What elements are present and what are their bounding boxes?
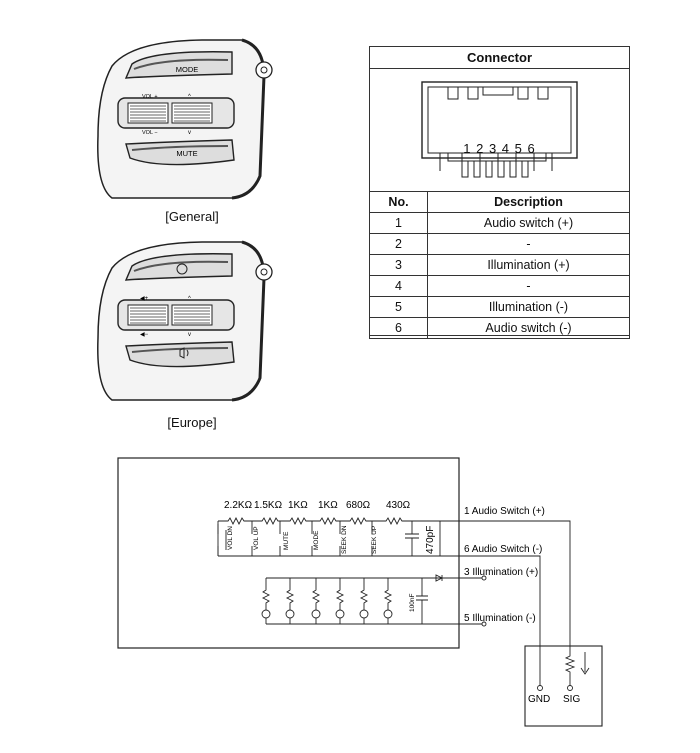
capacitor-label: 470pF (425, 525, 436, 554)
europe-vol-up-label: ◀+ (140, 296, 149, 302)
row-desc: Audio switch (-) (428, 318, 630, 339)
switch-label-vol-dn: VOL DN (227, 526, 234, 550)
resistor-label-6: 430Ω (386, 500, 411, 511)
switch-label-seek-up: SEEK UP (371, 525, 378, 554)
circuit-diagram (0, 450, 700, 750)
caption-europe: [Europe] (167, 415, 217, 430)
gnd-label: GND (528, 694, 551, 705)
table-row (370, 255, 630, 276)
row-no: 4 (370, 276, 428, 297)
table-row (370, 213, 630, 234)
resistor-label-4: 1KΩ (318, 500, 338, 511)
general-vol-up-label: VOL + (142, 94, 158, 100)
connector-pin-numbers: 1 2 3 4 5 6 (463, 141, 536, 156)
connector-title: Connector (370, 47, 629, 69)
connector-table-header (370, 192, 630, 213)
europe-vol-down-label: ◀− (140, 332, 149, 338)
connector-figure (370, 69, 629, 192)
row-no: 2 (370, 234, 428, 255)
table-row (370, 318, 630, 339)
switch-label-mute: MUTE (283, 531, 290, 550)
general-mute-label: MUTE (176, 149, 198, 158)
connector-table (369, 191, 630, 339)
pin-label-6: 6 Audio Switch (-) (464, 544, 543, 555)
resistor-label-2: 1.5KΩ (254, 500, 283, 511)
col-no-header: No. (370, 192, 428, 213)
row-desc: Audio switch (+) (428, 213, 630, 234)
general-mode-label: MODE (175, 65, 199, 74)
row-no: 3 (370, 255, 428, 276)
row-no: 1 (370, 213, 428, 234)
col-desc-header: Description (428, 192, 630, 213)
row-desc: Illumination (+) (428, 255, 630, 276)
general-seek-down-label: v (188, 130, 191, 136)
resistor-label-3: 1KΩ (288, 500, 308, 511)
resistor-label-5: 680Ω (346, 500, 371, 511)
switch-label-seek-dn: SEEK DN (341, 525, 348, 554)
caption-general: [General] (165, 209, 219, 224)
table-row (370, 297, 630, 318)
row-desc: - (428, 276, 630, 297)
table-row (370, 234, 630, 255)
row-desc: - (428, 234, 630, 255)
switch-label-vol-up: VOL UP (253, 526, 260, 550)
row-no: 5 (370, 297, 428, 318)
general-vol-down-label: VOL − (142, 130, 158, 136)
resistor-label-1: 2.2KΩ (224, 500, 253, 511)
switch-label-mode: MODE (313, 530, 320, 550)
pin-label-5: 5 Illumination (-) (464, 613, 536, 624)
table-row (370, 276, 630, 297)
general-seek-up-label: ^ (188, 94, 191, 100)
switch-europe-drawing (92, 238, 282, 406)
row-no: 6 (370, 318, 428, 339)
switch-general-drawing (92, 36, 282, 204)
row-desc: Illumination (-) (428, 297, 630, 318)
sig-label: SIG (563, 694, 581, 705)
capacitor2-label: 100nF (409, 593, 416, 612)
pin-label-3: 3 Illumination (+) (464, 567, 539, 578)
europe-seek-down-label: v (188, 332, 191, 338)
connector-panel (369, 46, 630, 336)
pin-label-1: 1 Audio Switch (+) (464, 506, 545, 517)
europe-seek-up-label: ^ (188, 296, 191, 302)
